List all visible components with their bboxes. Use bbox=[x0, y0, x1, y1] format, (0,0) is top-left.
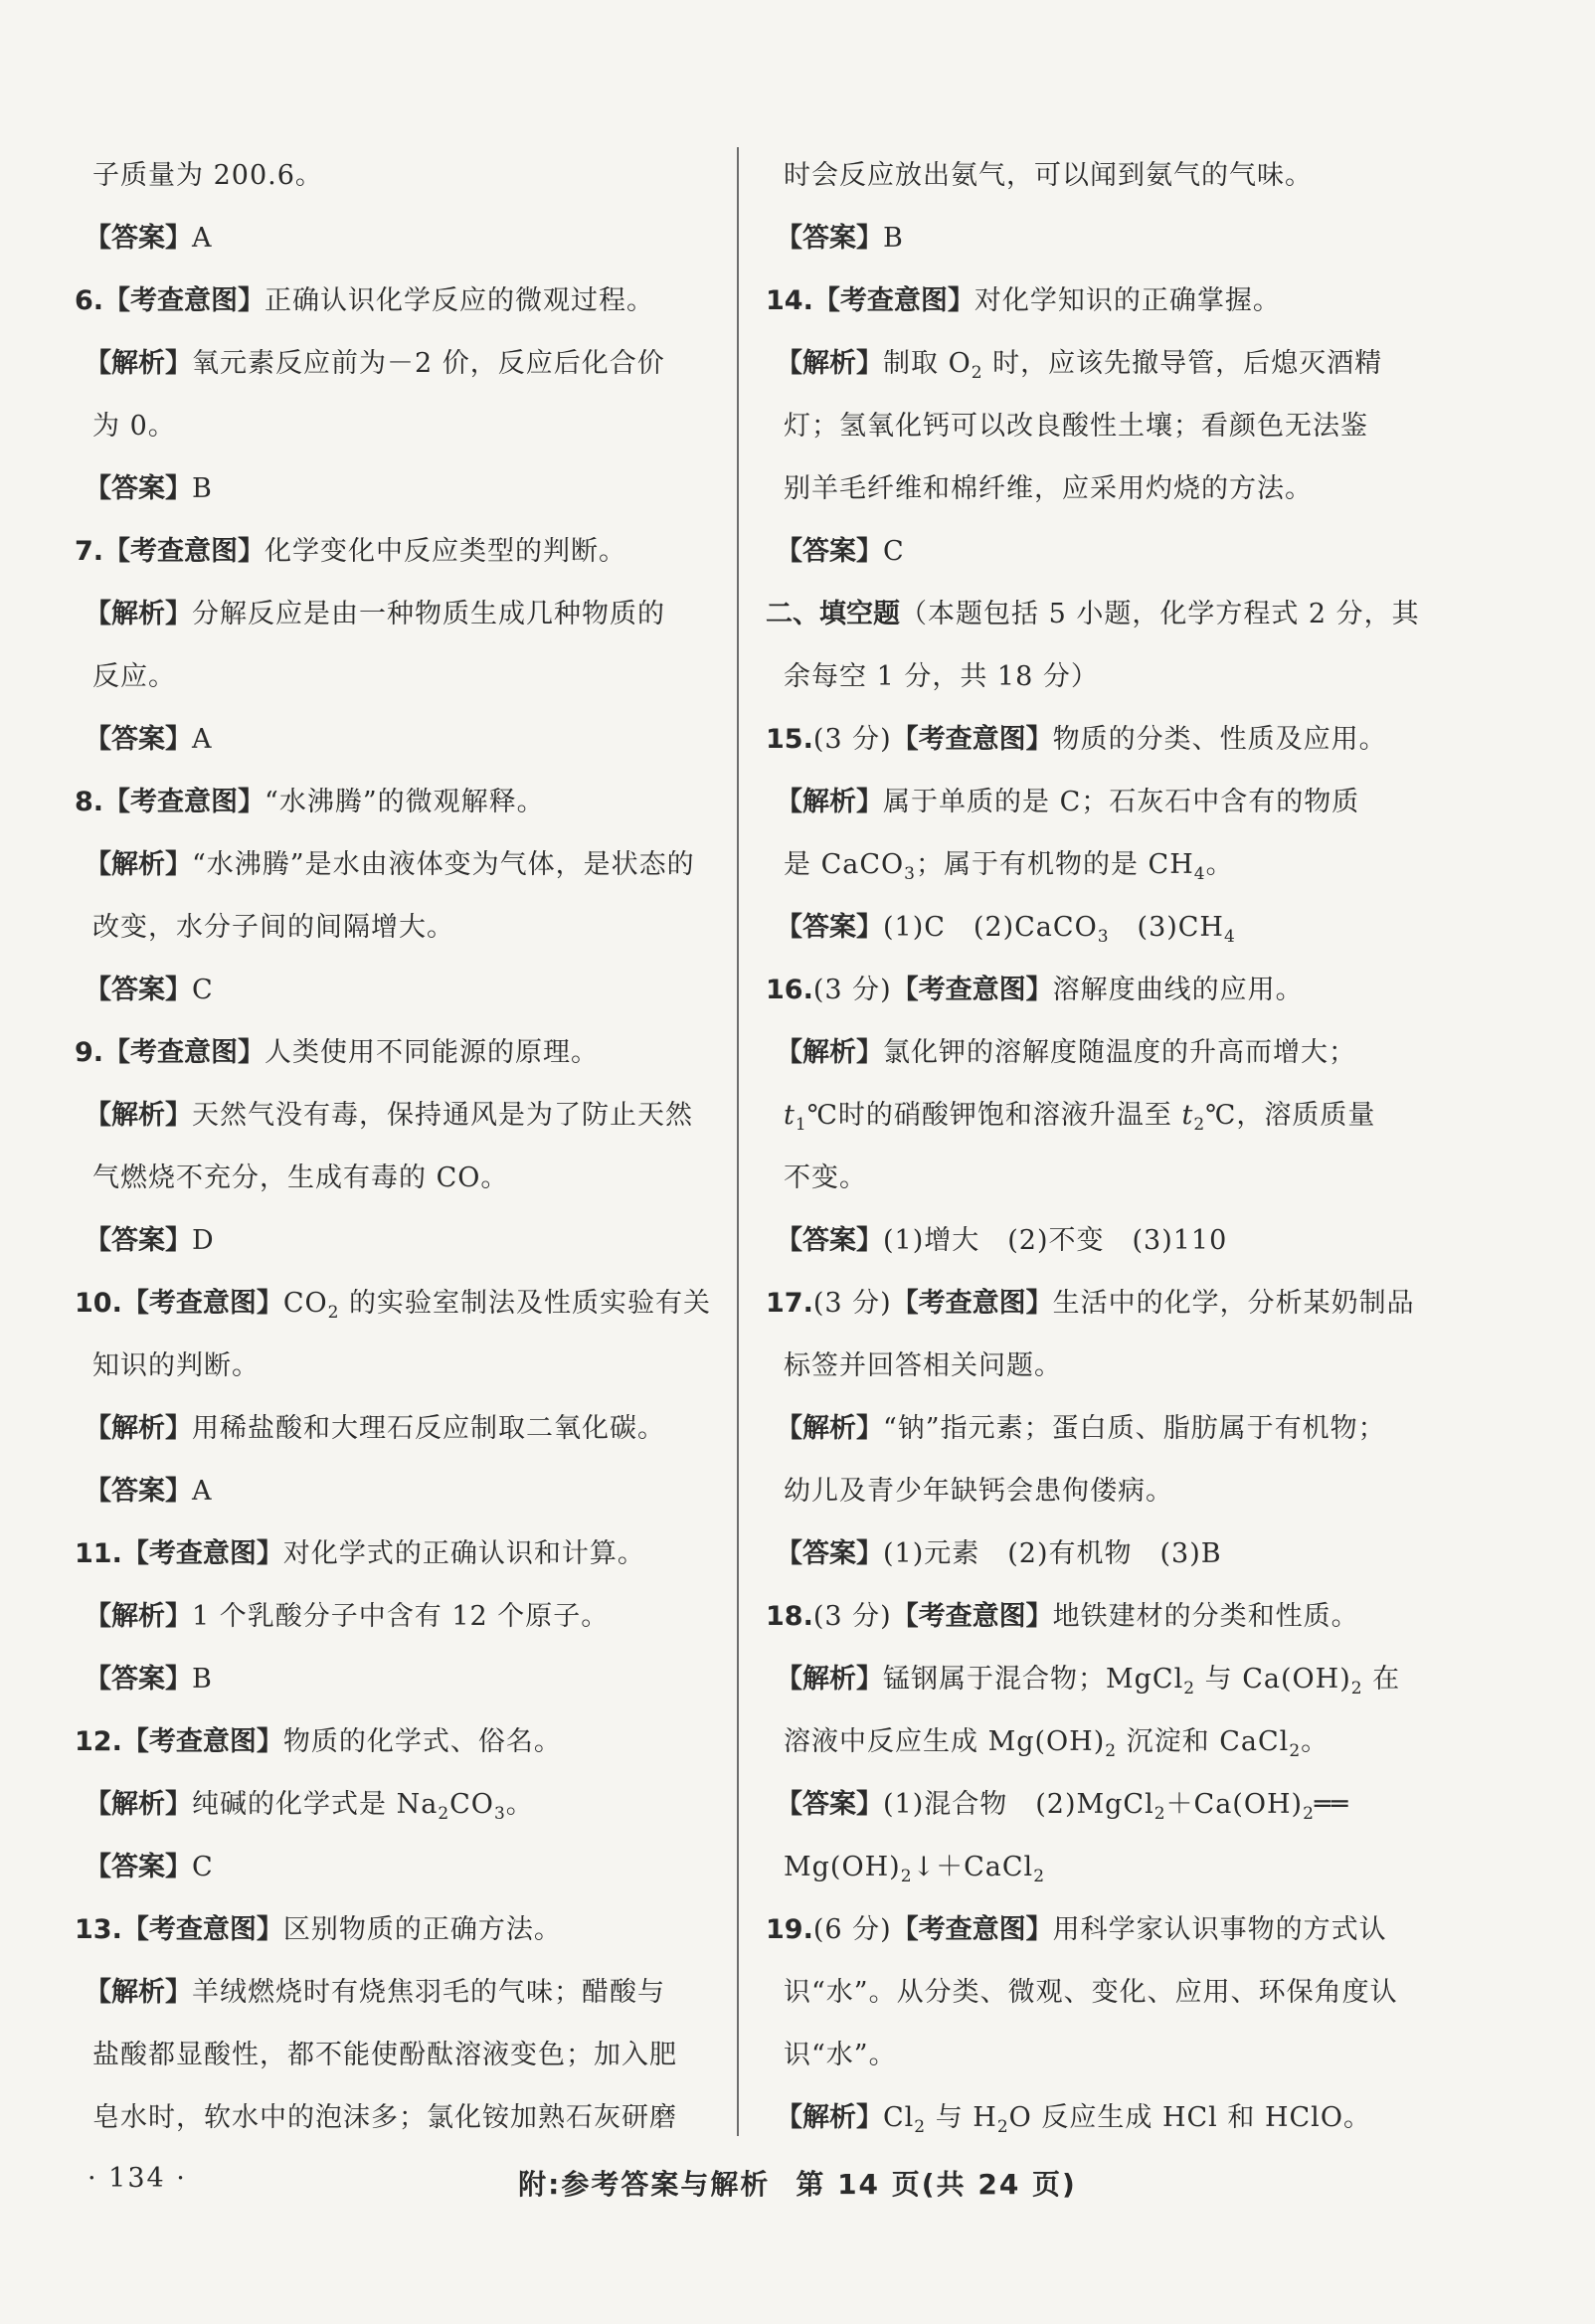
right-text-line: 【答案】B bbox=[776, 223, 904, 254]
right-text-line: 余每空 1 分，共 18 分） bbox=[784, 661, 1099, 692]
right-text-line: 14.【考查意图】对化学知识的正确掌握。 bbox=[766, 285, 1281, 316]
left-text-line: 【解析】“水沸腾”是水由液体变为气体，是状态的 bbox=[85, 849, 695, 880]
left-text-line: 【答案】A bbox=[85, 724, 213, 755]
left-text-line: 【解析】纯碱的化学式是 $Na_2CO_3$。 bbox=[85, 1789, 534, 1824]
left-text-line: 10.【考查意图】$CO_2$ 的实验室制法及性质实验有关 bbox=[75, 1288, 712, 1323]
right-text-line: 【答案】(1)增大 (2)不变 (3)110 bbox=[776, 1225, 1228, 1256]
right-text-line: 时会反应放出氨气，可以闻到氨气的气味。 bbox=[784, 160, 1313, 191]
left-column bbox=[75, 144, 711, 2149]
right-text-line: 【解析】锰钢属于混合物；MgCl$_2$ 与 $Ca(OH)_2$ 在 bbox=[776, 1664, 1401, 1698]
page-footer bbox=[0, 2163, 1595, 2213]
right-text-line: 识“水”。 bbox=[784, 2040, 897, 2070]
right-text-line: 识“水”。从分类、微观、变化、应用、环保角度认 bbox=[784, 1977, 1398, 2008]
left-text-line: 【答案】C bbox=[85, 1852, 214, 1882]
left-text-line: 8.【考查意图】“水沸腾”的微观解释。 bbox=[75, 787, 545, 817]
footer-section-title: 附:参考答案与解析 bbox=[518, 2168, 771, 2201]
left-text-line: 【解析】用稀盐酸和大理石反应制取二氧化碳。 bbox=[85, 1413, 665, 1444]
left-text-line: 【解析】分解反应是由一种物质生成几种物质的 bbox=[85, 599, 665, 629]
right-text-line: 18.(3 分)【考查意图】地铁建材的分类和性质。 bbox=[766, 1601, 1359, 1632]
right-text-line: 【解析】属于单质的是 C；石灰石中含有的物质 bbox=[776, 787, 1360, 817]
right-column bbox=[766, 144, 1420, 2149]
left-text-line: 反应。 bbox=[92, 661, 176, 692]
left-text-line: 11.【考查意图】对化学式的正确认识和计算。 bbox=[75, 1538, 645, 1569]
left-text-line: 知识的判断。 bbox=[92, 1350, 260, 1381]
footer-page-info: 第 14 页(共 24 页) bbox=[796, 2168, 1077, 2201]
right-text-line: 【答案】(1)混合物 $(2)MgCl_2+Ca(OH)_2══$ bbox=[776, 1789, 1349, 1824]
right-text-line: 【解析】制取 $O_2$ 时，应该先撤导管，后熄灭酒精 bbox=[776, 348, 1383, 383]
left-text-line: 【解析】1 个乳酸分子中含有 12 个原子。 bbox=[85, 1601, 610, 1632]
right-text-line: 是 CaCO$_3$；属于有机物的是 $CH_4$。 bbox=[784, 849, 1234, 884]
left-text-line: 6.【考查意图】正确认识化学反应的微观过程。 bbox=[75, 285, 655, 316]
left-text-line: 【答案】A bbox=[85, 1476, 213, 1507]
left-text-line: 子质量为 200.6。 bbox=[92, 160, 323, 191]
right-text-line: 不变。 bbox=[784, 1162, 867, 1193]
right-text-line: 标签并回答相关问题。 bbox=[784, 1350, 1062, 1381]
footer-title bbox=[0, 2163, 1595, 2203]
right-text-line: 【答案】C bbox=[776, 536, 905, 567]
right-text-line: 【解析】$Cl_2$ 与 $H_2O$ 反应生成 HCl 和 HClO。 bbox=[776, 2102, 1371, 2137]
right-text-line: 溶液中反应生成 $Mg(OH)_2$ 沉淀和 CaCl$_2$。 bbox=[784, 1726, 1329, 1761]
left-text-line: 【解析】氧元素反应前为－2 价，反应后化合价 bbox=[85, 348, 665, 379]
page-number: · 134 · bbox=[88, 2163, 187, 2194]
left-text-line: 改变，水分子间的间隔增大。 bbox=[92, 912, 454, 943]
left-text-line: 【答案】C bbox=[85, 975, 214, 1005]
left-text-line: 【答案】B bbox=[85, 1664, 213, 1695]
left-text-line: 【答案】A bbox=[85, 223, 213, 254]
right-text-line: 16.(3 分)【考查意图】溶解度曲线的应用。 bbox=[766, 975, 1304, 1005]
left-text-line: 9.【考查意图】人类使用不同能源的原理。 bbox=[75, 1037, 600, 1068]
right-text-line: 19.(6 分)【考查意图】用科学家认识事物的方式认 bbox=[766, 1914, 1387, 1945]
column-divider bbox=[737, 147, 739, 2136]
right-text-line: 【解析】“钠”指元素；蛋白质、脂肪属于有机物； bbox=[776, 1413, 1386, 1444]
right-text-line: 别羊毛纤维和棉纤维，应采用灼烧的方法。 bbox=[784, 473, 1313, 504]
left-text-line: 【解析】天然气没有毒，保持通风是为了防止天然 bbox=[85, 1100, 693, 1131]
left-text-line: 【解析】羊绒燃烧时有烧焦羽毛的气味；醋酸与 bbox=[85, 1977, 665, 2008]
left-text-line: 为 0。 bbox=[92, 411, 176, 442]
left-text-line: 【答案】B bbox=[85, 473, 213, 504]
right-text-line: 幼儿及青少年缺钙会患佝偻病。 bbox=[784, 1476, 1173, 1507]
right-text-line: $Mg(OH)_2↓+CaCl_2$ bbox=[784, 1852, 1046, 1886]
left-text-line: 7.【考查意图】化学变化中反应类型的判断。 bbox=[75, 536, 627, 567]
right-text-line: 17.(3 分)【考查意图】生活中的化学，分析某奶制品 bbox=[766, 1288, 1415, 1319]
right-text-line: 【答案】(1)C (2)CaCO$_3$ $(3)CH_4$ bbox=[776, 912, 1236, 947]
left-text-line: 气燃烧不充分，生成有毒的 CO。 bbox=[92, 1162, 509, 1193]
right-text-line: 二、填空题（本题包括 5 小题，化学方程式 2 分，其 bbox=[766, 599, 1420, 629]
right-text-line: $t_1℃$时的硝酸钾饱和溶液升温至 $t_2℃$，溶质质量 bbox=[784, 1100, 1376, 1135]
right-text-line: 灯；氢氧化钙可以改良酸性土壤；看颜色无法鉴 bbox=[784, 411, 1368, 442]
right-text-line: 【解析】氯化钾的溶解度随温度的升高而增大； bbox=[776, 1037, 1356, 1068]
right-text-line: 【答案】(1)元素 (2)有机物 (3)B bbox=[776, 1538, 1222, 1569]
left-text-line: 皂水时，软水中的泡沫多；氯化铵加熟石灰研磨 bbox=[92, 2102, 677, 2133]
left-text-line: 【答案】D bbox=[85, 1225, 215, 1256]
left-text-line: 12.【考查意图】物质的化学式、俗名。 bbox=[75, 1726, 562, 1757]
left-text-line: 盐酸都显酸性，都不能使酚酞溶液变色；加入肥 bbox=[92, 2040, 677, 2070]
right-text-line: 15.(3 分)【考查意图】物质的分类、性质及应用。 bbox=[766, 724, 1387, 755]
left-text-line: 13.【考查意图】区别物质的正确方法。 bbox=[75, 1914, 562, 1945]
